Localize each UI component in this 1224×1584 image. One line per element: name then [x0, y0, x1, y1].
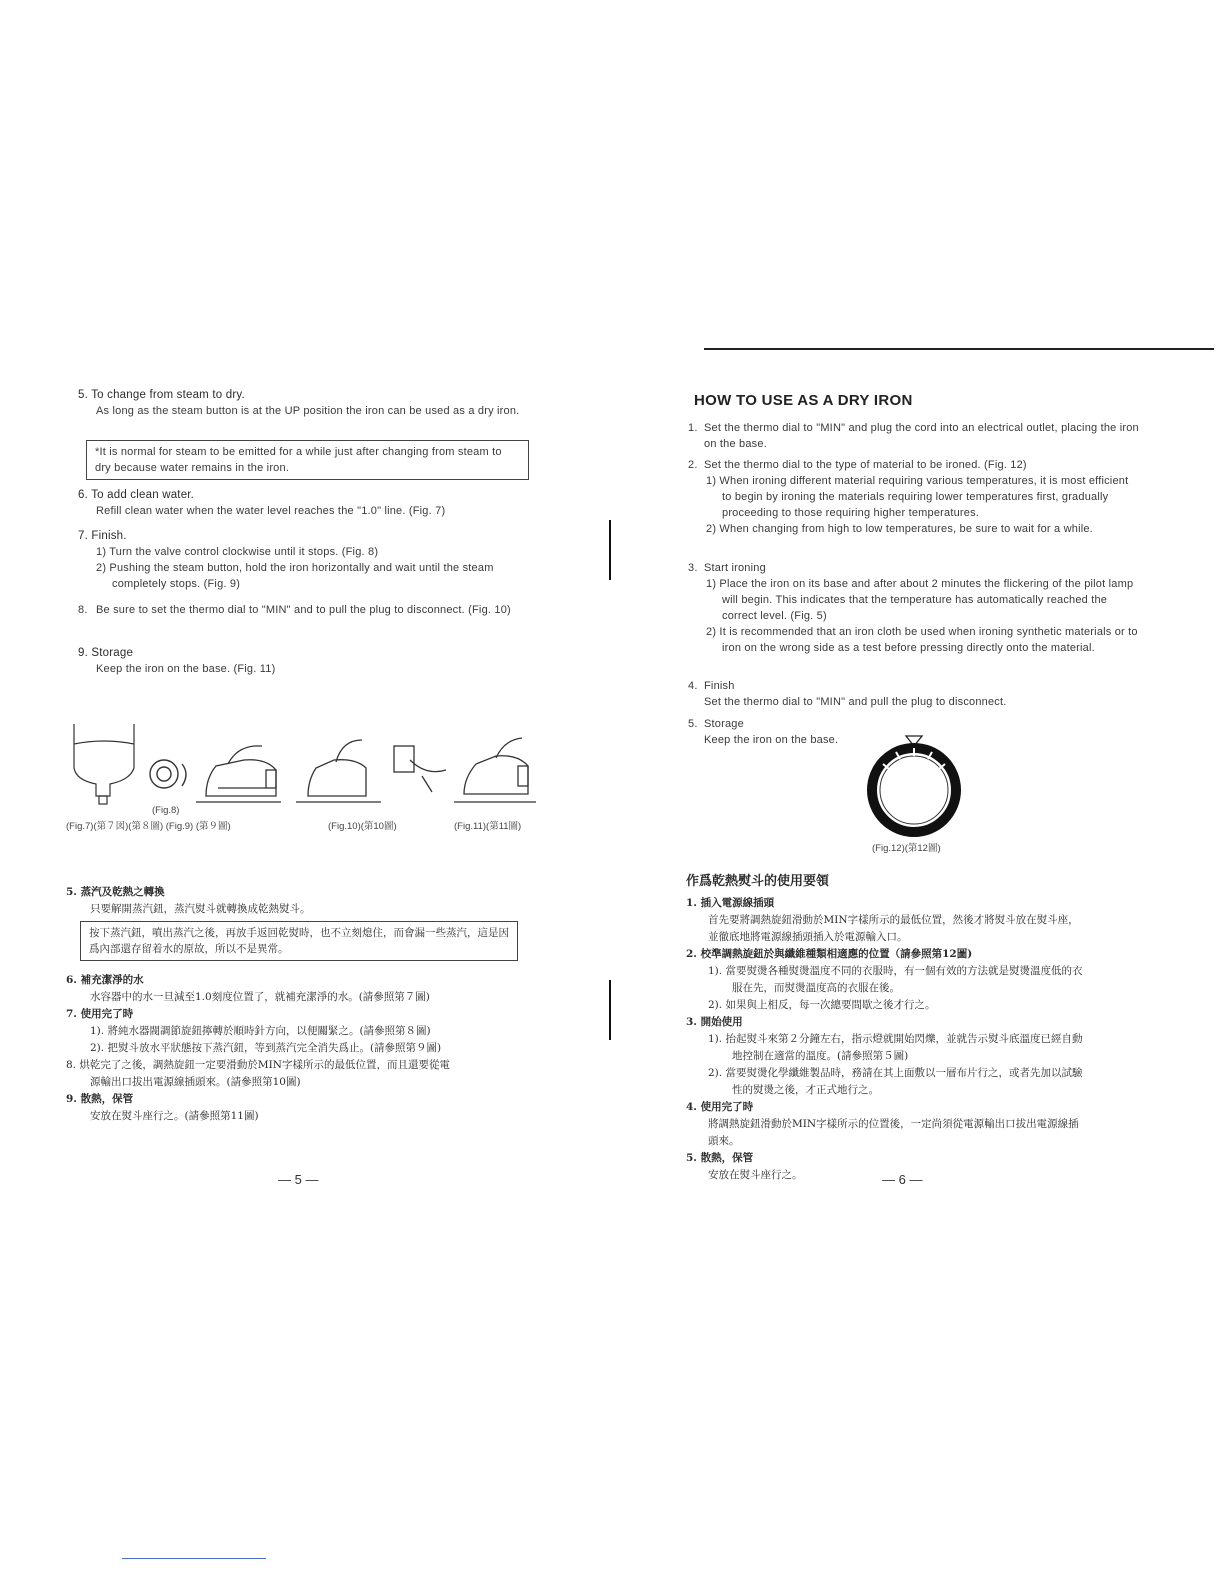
right-item-3-sub2: 2) It is recommended that an iron cloth be used when ironing synthetic materials or to iron on the wrong side as a test before pressing directly onto the material.	[706, 626, 1138, 654]
right-item-4-body: Set the thermo dial to "MIN" and pull the plug to disconnect.	[704, 696, 1007, 708]
right-zh-s2-sub2: 2). 如果與上相反，每一次總要間歇之後才行之。	[708, 999, 936, 1011]
left-zh-s7-title: 7. 使用完了時	[66, 1008, 134, 1020]
fig10-iron-unplug	[296, 740, 446, 802]
left-item-7-sub2: 2) Pushing the steam button, hold the iron horizontally and wait until the steam completely stops. (Fig. 9)	[96, 562, 494, 590]
right-item-5-text: Storage	[704, 718, 744, 730]
left-zh-s7-sub2: 2). 把熨斗放水平狀態按下蒸汽鈕，等到蒸汽完全消失爲止。(請參照第９圖)	[90, 1042, 442, 1054]
fig7-fig9-caption: (Fig.7)(第７図)(第８圖) (Fig.9) (第９圖)	[66, 821, 231, 832]
left-item-7-sub1: 1) Turn the valve control clockwise until it stops. (Fig. 8)	[96, 546, 379, 558]
top-right-rule	[704, 348, 1214, 350]
right-item-1-text: Set the thermo dial to "MIN" and plug the cord into an electrical outlet, placing the iron on the base.	[704, 422, 1139, 450]
left-item-9-body: Keep the iron on the base. (Fig. 11)	[96, 663, 276, 675]
left-item-9-title: Storage	[91, 647, 134, 659]
right-item-5-body: Keep the iron on the base.	[704, 734, 839, 746]
left-item-6	[78, 487, 538, 519]
right-heading: HOW TO USE AS A DRY IRON	[694, 392, 913, 409]
right-item-4-text: Finish	[704, 680, 735, 692]
right-item-2-number: 2.	[688, 459, 698, 471]
right-item-4-number: 4.	[688, 680, 698, 692]
fig12-caption: (Fig.12)(第12圖)	[872, 843, 941, 854]
left-item-5-body: As long as the steam button is at the UP position the iron can be used as a dry iron.	[96, 405, 520, 417]
left-item-7	[78, 528, 538, 592]
fig10-caption: (Fig.10)(第10圖)	[328, 821, 397, 832]
left-item-6-body: Refill clean water when the water level reaches the "1.0" line. (Fig. 7)	[96, 505, 446, 517]
right-zh-s3-sub1a: 1). 抬起熨斗來第２分鐘左右，指示燈就開始閃爍，並就告示熨斗底溫度已經自動	[708, 1033, 1083, 1045]
right-item-3-sub1: 1) Place the iron on its base and after about 2 minutes the flickering of the pilot lamp will begin. This indicates that the temperature has automatically reached the correct level. (Fig. 5)	[706, 578, 1134, 622]
right-zh-s5-body: 安放在熨斗座行之。	[708, 1169, 803, 1181]
left-item-9-number: 9.	[78, 647, 88, 659]
right-zh-s1-line2: 並徹底地將電源線插頭插入於電源輸入口。	[708, 931, 908, 943]
right-zh-s3-sub2a: 2). 當要熨燙化學纖維製品時，務請在其上面敷以一層布片行之，或者先加以試驗	[708, 1067, 1083, 1079]
left-zh-s7-sub1: 1). 將純水器閥調節旋鈕擰轉於順時針方向，以便關緊之。(請參照第８圖)	[90, 1025, 431, 1037]
left-zh-s9-title: 9. 散熱，保管	[66, 1093, 134, 1105]
left-zh-s9-body: 安放在熨斗座行之。(請參照第11圖)	[90, 1110, 259, 1122]
right-zh-s4-title: 4. 使用完了時	[686, 1101, 754, 1113]
left-zh-s5-title: 5. 蒸汽及乾熱之轉換	[66, 886, 165, 898]
bottom-divider-line	[122, 1558, 266, 1559]
left-item-9	[78, 645, 538, 677]
right-zh-s5-title: 5. 散熱，保管	[686, 1152, 754, 1164]
left-item-7-number: 7.	[78, 530, 88, 542]
fig8-valve-knob	[150, 760, 186, 788]
right-item-2-text: Set the thermo dial to the type of material to be ironed. (Fig. 12)	[704, 459, 1027, 471]
left-zh-s8-line2: 源輸出口拔出電源線插頭來。(請參照第10圖)	[90, 1076, 301, 1088]
left-note-text: *It is normal for steam to be emitted for a while just after changing from steam to dry because water remains in the iron.	[95, 446, 502, 474]
fig9-iron-steam	[196, 746, 281, 802]
right-item-4	[688, 678, 1140, 710]
left-item-8-title: Be sure to set the thermo dial to "MIN" and to pull the plug to disconnect. (Fig. 10)	[96, 604, 511, 616]
binding-mark-1	[609, 520, 611, 580]
left-item-5	[78, 387, 538, 419]
dial-min-label: MIN	[902, 827, 917, 836]
right-zh-s2-sub1b: 服在先，而熨燙溫度高的衣服在後。	[732, 982, 900, 994]
right-item-2-sub1: 1) When ironing different material requiring various temperatures, it is most efficient to begin by ironing the materials requiring lower temperatures first, gradually proceeding to those requiring higher temperatures.	[706, 475, 1129, 519]
left-zh-s6-body: 水容器中的水一旦減至1.0刻度位置了，就補充潔淨的水。(請參照第７圖)	[90, 991, 430, 1003]
right-zh-s3-title: 3. 開始使用	[686, 1016, 743, 1028]
left-zh-note-text: 按下蒸汽鈕，噴出蒸汽之後，再放手返回乾熨時，也不立刻熄住，而會漏一些蒸汽，這是因爲內部還存留着水的原故，所以不是異常。	[89, 927, 509, 955]
left-figures-illustration	[66, 718, 546, 818]
left-item-8-text	[78, 602, 538, 618]
left-zh-s5-body: 只要解開蒸汽鈕，蒸汽熨斗就轉換成乾熱熨斗。	[90, 903, 311, 915]
right-item-3-number: 3.	[688, 562, 698, 574]
fig11-caption: (Fig.11)(第11圖)	[454, 821, 522, 832]
thermo-dial-illustration	[862, 732, 966, 840]
right-zh-heading: 作爲乾熱熨斗的使用要領	[686, 874, 830, 889]
right-zh-s3-sub1b: 地控制在適當的溫度。(請參照第５圖)	[732, 1050, 909, 1062]
left-zh-s6-title: 6. 補充潔淨的水	[66, 974, 144, 986]
left-note-box	[86, 440, 529, 480]
right-zh-s4-line1: 將調熱旋鈕滑動於MIN字樣所示的位置後，一定尚須從電源輸出口拔出電源線插	[708, 1118, 1079, 1130]
left-page-number: — 5 —	[278, 1172, 319, 1187]
right-zh-s2-title: 2. 校準調熱旋鈕於與纖維種類相適應的位置（請參照第12圖)	[686, 948, 973, 960]
fig8-caption: (Fig.8)	[152, 805, 180, 816]
right-zh-s4-line2: 頭來。	[708, 1135, 740, 1147]
binding-mark-2	[609, 980, 611, 1040]
right-item-2-sub2: 2) When changing from high to low temperatures, be sure to wait for a while.	[706, 523, 1093, 535]
right-item-5-number: 5.	[688, 718, 698, 730]
left-item-8-number: 8.	[78, 604, 88, 616]
right-zh-s1-line1: 首先要將調熱旋鈕滑動於MIN字樣所示的最低位置，然後才將熨斗放在熨斗座，	[708, 914, 1079, 926]
left-item-6-number: 6.	[78, 489, 88, 501]
right-item-3-text: Start ironing	[704, 562, 766, 574]
left-item-6-title: To add clean water.	[91, 489, 195, 501]
left-item-8	[78, 602, 538, 618]
fig11-iron-on-base	[454, 738, 536, 802]
right-zh-s2-sub1a: 1). 當要熨燙各種熨燙溫度不同的衣服時，有一個有效的方法就是熨燙溫度低的衣	[708, 965, 1083, 977]
fig7-water-container	[74, 724, 134, 804]
left-item-7-title: Finish.	[91, 530, 127, 542]
right-item-1	[688, 420, 1140, 452]
right-item-2	[688, 457, 1140, 537]
left-zh-note-box	[80, 921, 518, 961]
right-page-number: — 6 —	[882, 1172, 923, 1187]
left-item-5-title: To change from steam to dry.	[91, 389, 245, 401]
right-zh-s3-sub2b: 性的熨燙之後，才正式地行之。	[732, 1084, 879, 1096]
right-zh-s1-title: 1. 插入電源線插頭	[686, 897, 775, 909]
right-item-1-number: 1.	[688, 422, 698, 434]
left-item-5-number: 5.	[78, 389, 88, 401]
left-zh-s8-line1: 8. 烘乾完了之後，調熱旋鈕一定要滑動於MIN字樣所示的最低位置，而且還要從電	[66, 1059, 450, 1071]
right-item-3	[688, 560, 1140, 656]
dial-inner-ring	[880, 756, 948, 824]
